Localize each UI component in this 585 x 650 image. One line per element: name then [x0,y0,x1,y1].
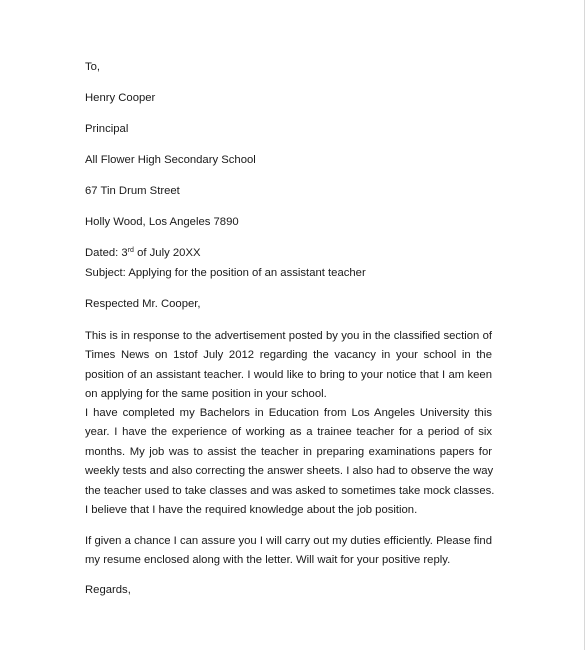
paragraph-2 [85,404,495,520]
date-ordinal: rd [127,247,134,254]
paragraph-1 [85,327,492,405]
greeting: Respected Mr. Cooper, [85,298,201,310]
recipient-title: Principal [85,123,129,135]
paragraph-2-line: months. My job was to assist the teacher in preparing examinations papers for [85,445,492,458]
paragraph-1-line: position of an assistant teacher. I would like to bring to your notice that I am keen [85,368,492,381]
paragraph-2-line: the teacher used to take classes and was asked to sometimes take mock classes. [85,484,495,497]
date-line [85,247,201,259]
paragraph-2-line: I have completed my Bachelors in Education from Los Angeles University this [85,407,492,419]
school-name: All Flower High Secondary School [85,154,256,166]
closing: Regards, [85,584,131,596]
to-label: To, [85,61,101,73]
street-address: 67 Tin Drum Street [85,185,180,197]
date-suffix: of July 20XX [133,247,201,259]
subject-line: Subject: Applying for the position of an assistant teacher [85,267,366,279]
city-address: Holly Wood, Los Angeles 7890 [85,216,239,228]
paragraph-1-line: on applying for the same position in your school. [85,388,327,401]
paragraph-1-line: This is in response to the advertisement posted by you in the classified section of [85,330,492,342]
date-prefix: Dated: 3 [85,247,128,259]
paragraph-2-line: I believe that I have the required knowledge about the job position. [85,504,418,517]
recipient-name: Henry Cooper [85,92,156,104]
paragraph-3-line: my resume enclosed along with the letter. Will wait for your positive reply. [85,554,451,567]
paragraph-3 [85,532,492,571]
paragraph-1-line: Times News on 1stof July 2012 regarding the vacancy in your school in the [85,349,492,362]
paragraph-3-line: If given a chance I can assure you I will carry out my duties efficiently. Please find [85,535,492,547]
paragraph-2-line: year. I have the experience of working as a trainee teacher for a period of six [85,426,492,439]
paragraph-2-line: weekly tests and also correcting the answer sheets. I also had to observe the way [85,465,494,478]
